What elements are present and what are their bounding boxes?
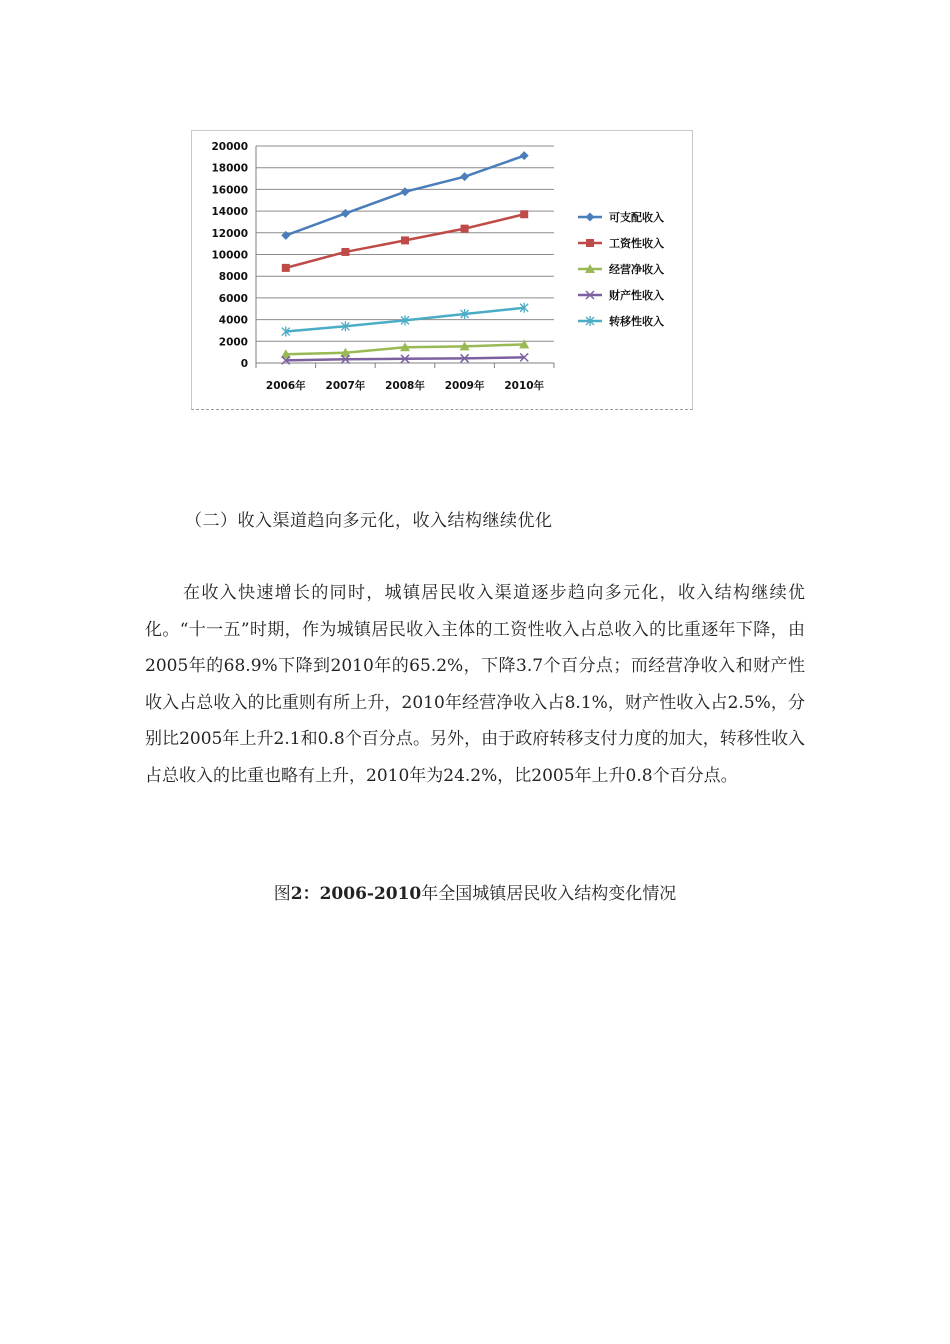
y-tick-label: 14000 bbox=[211, 206, 248, 219]
body-paragraph: 在收入快速增长的同时，城镇居民收入渠道逐步趋向多元化，收入结构继续优化。“十一五”时期，作为城镇居民收入主体的工资性收入占总收入的比重逐年下降，由2005年的68.9%下降到2010年的65.2%，下降3.7个百分点；而经营净收入和财产性收入占总收入的比重则有所上升，2010年经营净收入占8.1%，财产性收入占2.5%，分别比2005年上升2.1和0.8个百分点。另外，由于政府转移支付力度的加大，转移性收入占总收入的比重也略有上升，2010年为24.2%，比2005年上升0.8个百分点。 bbox=[145, 583, 805, 786]
data-point bbox=[341, 248, 349, 256]
caption-number: 2 bbox=[290, 884, 303, 904]
line-chart bbox=[192, 131, 692, 409]
x-tick-label: 2006年 bbox=[265, 380, 306, 392]
y-tick-label: 10000 bbox=[211, 249, 248, 262]
section-heading: （二）收入渠道趋向多元化，收入结构继续优化 bbox=[185, 511, 553, 531]
caption-prefix: 图 bbox=[273, 884, 291, 904]
legend-marker bbox=[586, 239, 594, 247]
data-point bbox=[520, 151, 529, 160]
caption-title: 年全国城镇居民收入结构变化情况 bbox=[421, 884, 677, 904]
x-tick-label: 2008年 bbox=[385, 380, 425, 392]
y-tick-label: 4000 bbox=[218, 314, 248, 327]
data-point bbox=[460, 172, 469, 181]
caption-separator: ： bbox=[302, 884, 320, 904]
legend-label: 经营净收入 bbox=[609, 263, 664, 276]
caption-range: 2006-2010 bbox=[319, 884, 422, 904]
y-tick-label: 6000 bbox=[218, 292, 248, 305]
y-tick-label: 2000 bbox=[218, 336, 248, 349]
data-point bbox=[461, 225, 469, 233]
x-tick-label: 2010年 bbox=[504, 380, 545, 392]
data-point bbox=[281, 231, 290, 240]
data-point bbox=[341, 209, 350, 218]
y-tick-label: 8000 bbox=[218, 271, 248, 284]
chart-container bbox=[191, 130, 693, 410]
legend-label: 工资性收入 bbox=[609, 237, 664, 250]
legend-label: 转移性收入 bbox=[609, 315, 664, 328]
legend-marker bbox=[586, 213, 595, 222]
legend-label: 可支配收入 bbox=[609, 211, 664, 224]
y-tick-label: 18000 bbox=[211, 162, 248, 175]
data-point bbox=[282, 264, 290, 272]
x-tick-label: 2007年 bbox=[325, 380, 366, 392]
y-tick-label: 0 bbox=[240, 358, 248, 370]
data-point bbox=[401, 187, 410, 196]
legend-label: 财产性收入 bbox=[609, 289, 664, 302]
figure-caption bbox=[0, 879, 950, 904]
y-tick-label: 20000 bbox=[211, 141, 248, 153]
data-point bbox=[401, 236, 409, 244]
y-tick-label: 16000 bbox=[211, 184, 248, 197]
data-point bbox=[520, 210, 528, 218]
x-tick-label: 2009年 bbox=[444, 380, 485, 392]
y-tick-label: 12000 bbox=[211, 227, 248, 240]
